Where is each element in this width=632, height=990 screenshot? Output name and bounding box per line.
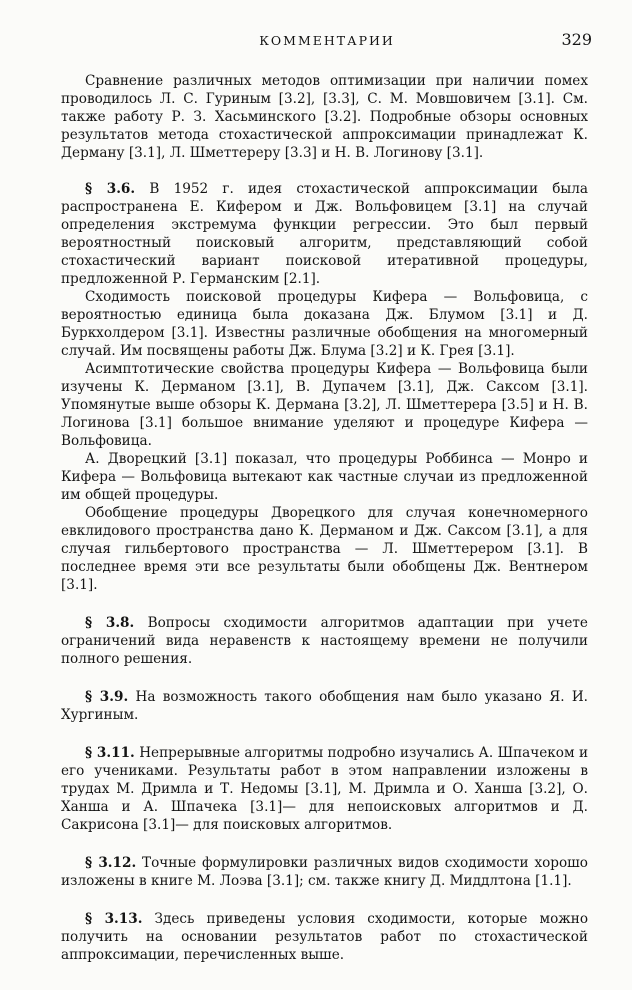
paragraph [61,614,588,668]
running-head: КОММЕНТАРИИ [259,33,395,48]
paragraph [61,360,588,450]
section-number: § 3.11. [85,745,135,761]
paragraph [61,180,588,288]
paragraph-text: Обобщение процедуры Дворецкого для случая конечномерного евклидового пространства дано К. Дерманом и Дж. Саксом [3.1], а для случая гильбертового пространства — Л. Шметтерером [3.1]. В последнее время эти все результаты были обобщены Дж. Вентнером [3.1]. [61,505,588,593]
text-body [61,72,588,964]
paragraph-text: Сходимость поисковой процедуры Кифера — Вольфовица, с вероятностью единица была доказана Дж. Блумом [3.1] и Д. Буркхолдером [3.1]. Известны различные обобщения на многомерный случай. Им посвящены работы Дж. Блума [3.2] и К. Грея [3.1]. [61,289,588,359]
section-number: § 3.12. [85,855,137,871]
section-number: § 3.9. [85,689,129,705]
paragraph-text: На возможность такого обобщения нам было указано Я. И. Хургиным. [61,689,589,723]
paragraph-text: Точные формулировки различных видов сходимости хорошо изложены в книге М. Лоэва [3.1]; см. также книгу Д. Миддлтона [1.1]. [61,855,588,889]
paragraph-text: Здесь приведены условия сходимости, которые можно получить на основании результатов работ по стохастической аппроксимации, перечисленных выше. [61,911,589,963]
paragraph [61,688,588,724]
section-number: § 3.13. [85,911,143,927]
section-number: § 3.8. [85,615,135,631]
paragraph-text: Сравнение различных методов оптимизации при наличии помех проводилось Л. С. Гуриным [3.2], [3.3], С. М. Мовшовичем [3.1]. См. также работу Р. З. Хасьминского [3.2]. Подробные обзоры основных результатов метода стохастической аппроксимации принадлежат К. Дерману [3.1], Л. Шметтереру [3.3] и Н. В. Логинову [3.1]. [61,73,588,161]
paragraph-text: А. Дворецкий [3.1] показал, что процедуры Роббинса — Монро и Кифера — Вольфовица вытекают как частные случаи из предложенной им общей процедуры. [61,451,588,503]
paragraph-text: В 1952 г. идея стохастической аппроксимации была распространена Е. Кифером и Дж. Вольфовицем [3.1] на случай определения экстремума функции регрессии. Это был первый вероятностный поисковый алгоритм, представляющий собой стохастический вариант поисковой итеративной процедуры, предложенной Р. Германским [2.1]. [61,181,588,287]
paragraph [61,744,588,834]
paragraph [61,288,588,360]
paragraph [61,854,588,890]
paragraph-text: Асимптотические свойства процедуры Кифера — Вольфовица были изучены К. Дерманом [3.1], В. Дупачем [3.1], Дж. Саксом [3.1]. Упомянутые выше обзоры К. Дермана [3.2], Л. Шметтерера [3.5] и Н. В. Логинова [3.1] большое внимание уделяют и процедуре Кифера — Вольфовица. [61,361,588,449]
paragraph-text: Вопросы сходимости алгоритмов адаптации при учете ограничений вида неравенств к настоящему времени не получили полного решения. [61,615,588,667]
paragraph [61,72,588,162]
page-header [62,30,592,52]
paragraph [61,450,588,504]
paragraph [61,504,588,594]
paragraph-text: Непрерывные алгоритмы подробно изучались А. Шпачеком и его учениками. Результаты работ в этом направлении изложены в трудах М. Дримла и Т. Недомы [3.1], М. Дримла и О. Ханша [3.2], О. Ханша и А. Шпачека [3.1]— для непоисковых алгоритмов и Д. Сакрисона [3.1]— для поисковых алгоритмов. [61,745,589,833]
page-number: 329 [561,30,592,49]
section-number: § 3.6. [85,181,136,197]
paragraph [61,910,588,964]
